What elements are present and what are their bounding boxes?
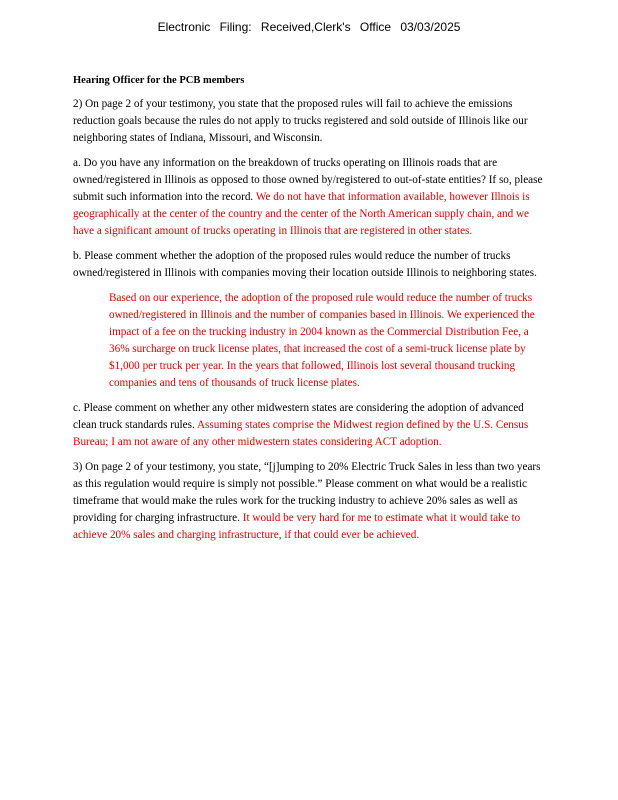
question-2c <box>73 400 543 451</box>
response-2c: Assuming states comprise the Midwest region defined by the U.S. Census Bureau; I am not aware of any other midwestern states considering ACT adoption. <box>73 419 529 448</box>
document-body <box>73 72 543 552</box>
response-2a: We do not have that information available, however Illnois is geographically at the center of the country and the center of the North American supply chain, and we have a significant amount of trucks operating in Illinois that are registered in other states. <box>73 191 530 237</box>
question-3-text: 3) On page 2 of your testimony, you state, “[j]umping to 20% Electric Truck Sales in less than two years as this regulation would require is simply not possible.” Please comment on what would be a realistic timeframe that would make the rules work for the trucking industry to achieve 20% sales as well as providing for charging infrastructure. <box>73 461 541 524</box>
response-2b: Based on our experience, the adoption of the proposed rule would reduce the number of trucks owned/registered in Illinois and the number of companies based in Illinois. We experienced the impact of a fee on the trucking industry in 2004 known as the Commercial Distribution Fee, a 36% surcharge on truck license plates, that increased the cost of a semi-truck license plate by $1,000 per truck per year. In the years that followed, Illinois lost several thousand trucking companies and tens of thousands of truck license plates. <box>109 292 535 389</box>
question-2b: b. Please comment whether the adoption of the proposed rules would reduce the number of trucks owned/registered in Illinois with companies moving their location outside Illinois to neighboring states. <box>73 250 537 279</box>
response-3: It would be very hard for me to estimate what it would take to achieve 20% sales and charging infrastructure, if that could ever be achieved. <box>73 512 521 541</box>
question-2a-text: a. Do you have any information on the breakdown of trucks operating on Illinois roads that are owned/registered in Illinois as opposed to those owned by/registered to out-of-state entities? If so, please submit such information into the record. <box>73 157 543 203</box>
question-2: 2) On page 2 of your testimony, you state that the proposed rules will fail to achieve the emissions reduction goals because the rules do not apply to trucks registered and sold outside of Illinois like our neighboring states of Indiana, Missouri, and Wisconsin. <box>73 98 528 144</box>
filing-header: Electronic Filing: Received,Clerk's Office 03/03/2025 <box>157 20 461 34</box>
heading: Hearing Officer for the PCB members <box>73 75 245 86</box>
question-2a <box>73 155 543 240</box>
question-3 <box>73 459 543 544</box>
question-2c-text: c. Please comment on whether any other midwestern states are considering the adoption of advanced clean truck standards rules. <box>73 402 524 431</box>
